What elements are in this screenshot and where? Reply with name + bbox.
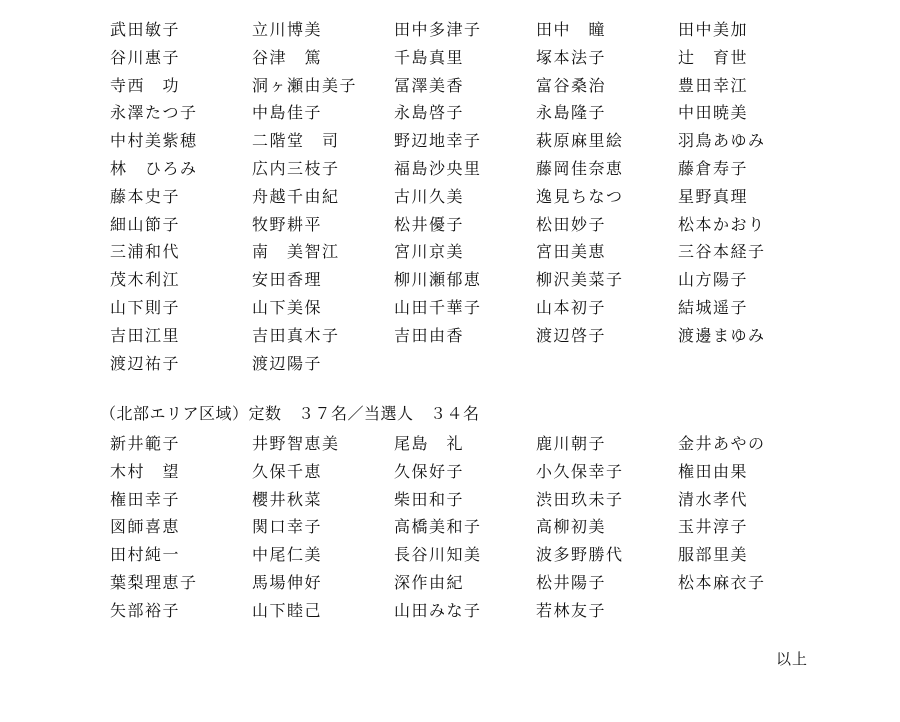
- name-entry: 二階堂 司: [252, 131, 340, 151]
- name-entry: 松本かおり: [678, 214, 766, 234]
- name-entry: 松本麻衣子: [678, 572, 766, 592]
- name-entry: 寺西 功: [110, 75, 181, 95]
- name-entry: 逸見ちなつ: [536, 186, 624, 206]
- name-entry: 久保千恵: [252, 461, 323, 481]
- name-entry: 鹿川朝子: [536, 434, 607, 453]
- name-entry: 山田千華子: [394, 297, 482, 317]
- name-entry: 藤倉寿子: [678, 158, 749, 178]
- name-entry: 吉田真木子: [252, 325, 340, 345]
- name-list-section-1: [110, 16, 810, 377]
- name-entry: 三浦和代: [110, 242, 181, 262]
- name-entry: 豊田幸江: [678, 75, 749, 95]
- name-entry: 藤岡佳奈恵: [536, 158, 624, 178]
- name-entry: 吉田江里: [110, 325, 181, 345]
- name-entry: 中島佳子: [252, 103, 323, 123]
- name-entry: 宮田美恵: [536, 242, 607, 262]
- name-entry: 南 美智江: [252, 242, 340, 262]
- name-list-section-2: [110, 430, 810, 625]
- name-entry: 若林友子: [536, 600, 607, 620]
- name-entry: 権田由果: [678, 461, 749, 481]
- name-entry: 吉田由香: [394, 325, 465, 345]
- name-entry: 田中多津子: [394, 20, 482, 39]
- name-entry: 図師喜恵: [110, 517, 181, 537]
- name-entry: 松井優子: [394, 214, 465, 234]
- name-entry: 関口幸子: [252, 517, 323, 537]
- name-entry: 洞ヶ瀬由美子: [252, 75, 358, 95]
- name-entry: 田中美加: [678, 20, 749, 39]
- name-entry: 長谷川知美: [394, 545, 482, 565]
- name-entry: 塚本法子: [536, 47, 607, 67]
- name-entry: 久保好子: [394, 461, 465, 481]
- name-entry: 牧野耕平: [252, 214, 323, 234]
- name-entry: 松井陽子: [536, 572, 607, 592]
- name-entry: 清水孝代: [678, 489, 749, 509]
- name-entry: 服部里美: [678, 545, 749, 565]
- name-entry: 小久保幸子: [536, 461, 624, 481]
- name-entry: 渡邊まゆみ: [678, 325, 766, 345]
- name-entry: 安田香理: [252, 270, 323, 290]
- closing-mark: 以上: [775, 650, 808, 668]
- name-entry: 波多野勝代: [536, 545, 624, 565]
- name-entry: 永澤たつ子: [110, 103, 198, 123]
- name-entry: 新井範子: [110, 434, 181, 453]
- name-entry: 三谷本経子: [678, 242, 766, 262]
- name-entry: 柳川瀬郁恵: [394, 270, 482, 290]
- name-entry: 武田敏子: [110, 20, 181, 39]
- name-entry: 中田暁美: [678, 103, 749, 123]
- name-entry: 櫻井秋菜: [252, 489, 323, 509]
- name-entry: 尾島 礼: [394, 434, 465, 453]
- name-entry: 細山節子: [110, 214, 181, 234]
- name-entry: 田村純一: [110, 545, 181, 565]
- name-entry: 星野真理: [678, 186, 749, 206]
- name-entry: 野辺地幸子: [394, 131, 482, 151]
- name-entry: 山下則子: [110, 297, 181, 317]
- name-entry: 冨澤美香: [394, 75, 465, 95]
- name-entry: 玉井淳子: [678, 517, 749, 537]
- name-entry: 高橋美和子: [394, 517, 482, 537]
- name-entry: 山本初子: [536, 297, 607, 317]
- name-entry: 馬場伸好: [252, 572, 323, 592]
- name-entry: 山田みな子: [394, 600, 482, 620]
- name-entry: 柳沢美菜子: [536, 270, 624, 290]
- name-entry: 羽鳥あゆみ: [678, 131, 766, 151]
- name-entry: 山下睦己: [252, 600, 323, 620]
- name-entry: 金井あやの: [678, 434, 766, 453]
- name-entry: 立川博美: [252, 20, 323, 39]
- name-entry: 谷川惠子: [110, 47, 181, 67]
- name-entry: 辻 育世: [678, 47, 749, 67]
- section-heading-north-area: （北部エリア区域）定数 ３７名／当選人 ３４名: [100, 404, 480, 423]
- name-entry: 中村美紫穂: [110, 131, 198, 151]
- name-entry: 木村 望: [110, 461, 181, 481]
- name-entry: 福島沙央里: [394, 158, 482, 178]
- name-entry: 渡辺陽子: [252, 353, 323, 373]
- name-entry: 松田妙子: [536, 214, 607, 234]
- name-entry: 権田幸子: [110, 489, 181, 509]
- name-entry: 永島啓子: [394, 103, 465, 123]
- name-entry: 萩原麻里絵: [536, 131, 624, 151]
- name-entry: 田中 瞳: [536, 20, 607, 39]
- name-entry: 茂木利江: [110, 270, 181, 290]
- name-entry: 永島隆子: [536, 103, 607, 123]
- name-entry: 富谷桑治: [536, 75, 607, 95]
- name-entry: 渡辺啓子: [536, 325, 607, 345]
- name-entry: 中尾仁美: [252, 545, 323, 565]
- name-entry: 広内三枝子: [252, 158, 340, 178]
- name-entry: 千島真里: [394, 47, 465, 67]
- name-entry: 舟越千由紀: [252, 186, 340, 206]
- name-entry: 葉梨理恵子: [110, 572, 198, 592]
- name-entry: 林 ひろみ: [110, 158, 198, 178]
- name-entry: 古川久美: [394, 186, 465, 206]
- name-entry: 深作由紀: [394, 572, 465, 592]
- name-entry: 矢部裕子: [110, 600, 181, 620]
- name-entry: 高柳初美: [536, 517, 607, 537]
- name-entry: 結城遥子: [678, 297, 749, 317]
- name-entry: 渡辺祐子: [110, 353, 181, 373]
- name-entry: 柴田和子: [394, 489, 465, 509]
- name-entry: 藤本史子: [110, 186, 181, 206]
- name-entry: 山方陽子: [678, 270, 749, 290]
- name-entry: 渋田玖未子: [536, 489, 624, 509]
- name-entry: 谷津 篤: [252, 47, 323, 67]
- name-entry: 宮川京美: [394, 242, 465, 262]
- name-entry: 井野智恵美: [252, 434, 340, 453]
- name-entry: 山下美保: [252, 297, 323, 317]
